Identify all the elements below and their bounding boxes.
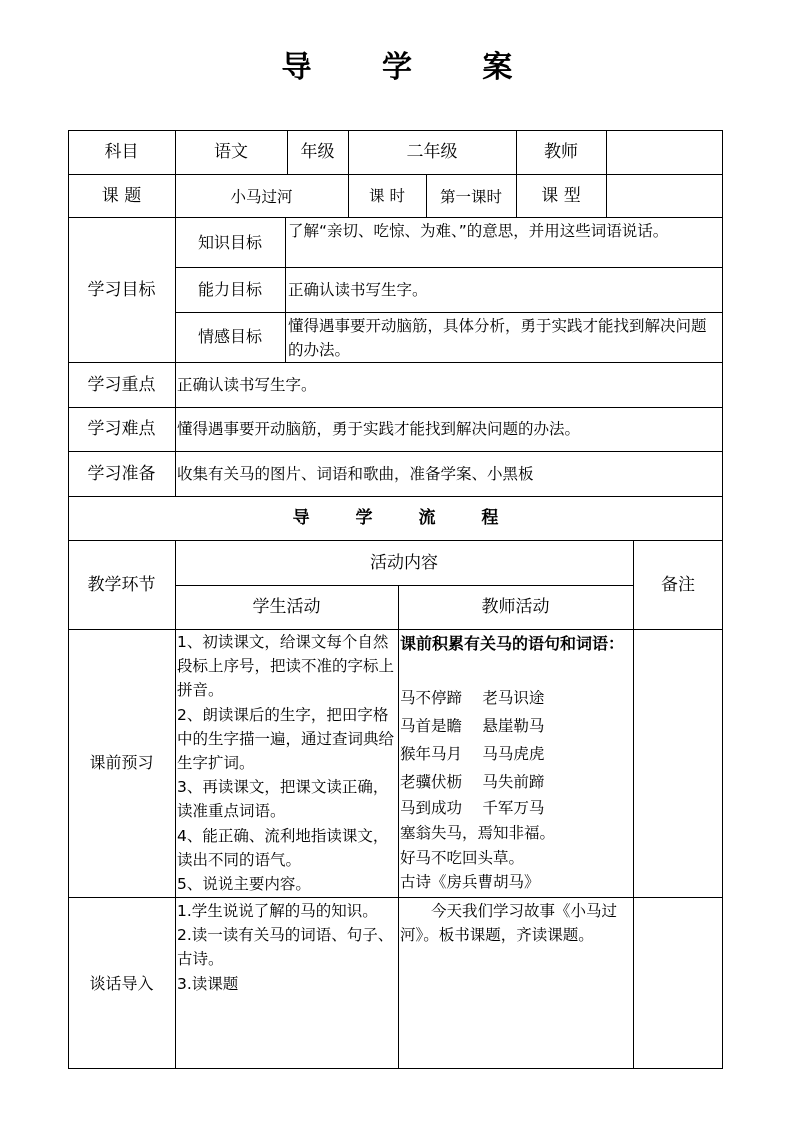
document-title: 导 学 案	[281, 50, 543, 85]
emotion-goal-text: 懂得遇事要开动脑筋，具体分析，勇于实践才能找到解决问题的办法。	[288, 317, 707, 360]
idiom-line: 好马不吃回头草。	[400, 849, 525, 867]
subject-label: 科目	[104, 142, 139, 162]
knowledge-goal-text: 了解“亲切、吃惊、为难、”的意思，并用这些词语说话。	[288, 222, 669, 240]
col-student-header: 学生活动	[252, 597, 321, 617]
intro-student-activity: 1.学生说说了解的马的知识。 2.读一读有关马的词语、句子、古诗。 3.读课题	[177, 902, 394, 993]
stage-preview: 课前预习	[89, 753, 154, 772]
idiom-line: 古诗《房兵曹胡马》	[400, 873, 540, 891]
idiom-line: 马不停蹄 老马识途	[400, 689, 545, 707]
col-notes-header: 备注	[661, 575, 695, 595]
ability-goal-label: 能力目标	[197, 280, 262, 299]
stage-intro: 谈话导入	[89, 974, 154, 993]
idiom-line: 猴年马月 马马虎虎	[400, 745, 545, 763]
idiom-line: 马首是瞻 悬崖勒马	[400, 717, 545, 735]
difficulty-text: 懂得遇事要开动脑筋，勇于实践才能找到解决问题的办法。	[177, 420, 581, 438]
col-stage-header: 教学环节	[87, 575, 156, 595]
grade-label: 年级	[300, 142, 335, 162]
preview-teacher-heading: 课前积累有关马的语句和词语：	[400, 634, 625, 653]
col-activity-header: 活动内容	[370, 553, 438, 573]
goals-label: 学习目标	[87, 280, 156, 300]
grade-value: 二年级	[406, 142, 458, 162]
idiom-line: 塞翁失马，焉知非福。	[400, 824, 556, 842]
topic-value: 小马过河	[230, 188, 293, 206]
col-teacher-header: 教师活动	[481, 597, 550, 617]
ability-goal-text: 正确认读书写生字。	[288, 281, 428, 299]
topic-label: 课 题	[101, 186, 142, 206]
preparation-label: 学习准备	[87, 464, 156, 484]
subject-value: 语文	[214, 142, 248, 162]
teacher-label: 教师	[544, 142, 578, 162]
lesson-plan-table	[68, 130, 723, 1069]
difficulty-label: 学习难点	[87, 419, 156, 439]
emotion-goal-label: 情感目标	[197, 327, 262, 346]
period-value: 第一课时	[439, 188, 502, 206]
focus-text: 正确认读书写生字。	[177, 376, 317, 394]
focus-label: 学习重点	[87, 375, 156, 395]
idiom-line: 老骥伏枥 马失前蹄	[400, 773, 545, 791]
flow-heading: 导 学 流 程	[292, 508, 499, 528]
preview-student-activity: 1、初读课文，给课文每个自然段标上序号，把读不准的字标上拼音。 2、朗读课后的生字，把田字格中的生字描一遍，通过查词典给生字扩词。 3、再读课文，把课文读正确，读准重点词语。 4、能正确、流利地指读课文，读出不同的语气。 5、说说主要内容。	[177, 633, 395, 894]
intro-teacher-activity: 今天我们学习故事《小马过河》。板书课题，齐读课题。	[400, 902, 618, 945]
idiom-line: 马到成功 千军万马	[400, 799, 545, 817]
period-label: 课 时	[369, 187, 405, 205]
preparation-text: 收集有关马的图片、词语和歌曲，准备学案、小黑板	[177, 465, 534, 483]
knowledge-goal-label: 知识目标	[197, 233, 262, 252]
type-label: 课 型	[541, 186, 581, 206]
